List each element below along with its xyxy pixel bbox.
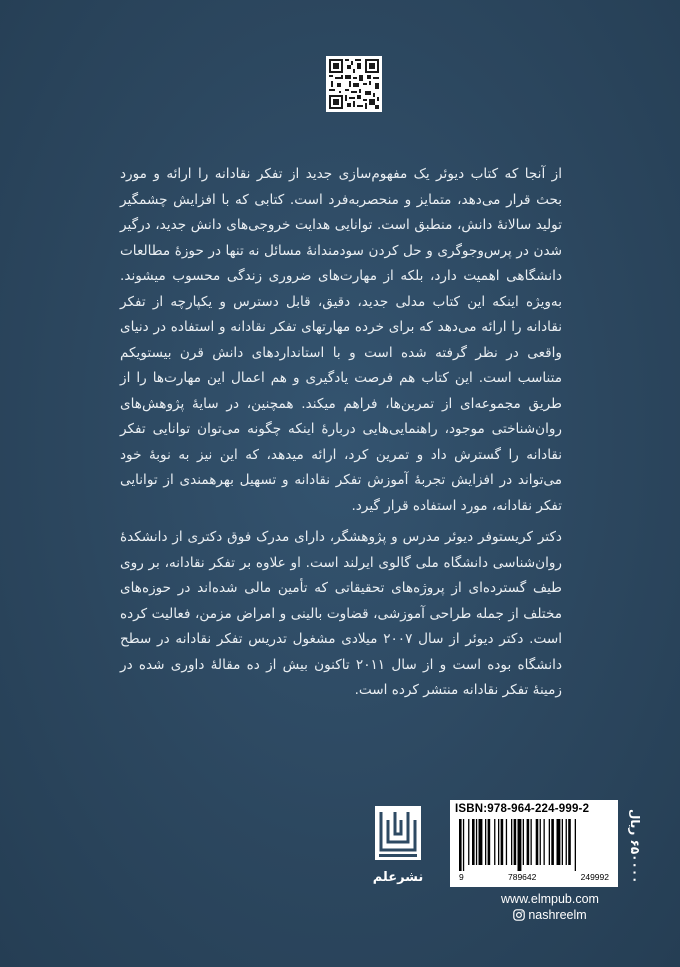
barcode-digit-group-1: 9	[459, 872, 464, 882]
publisher-name: نشرعلم	[372, 870, 424, 885]
isbn-number: ISBN:978-964-224-999-2	[455, 803, 590, 815]
barcode-bars	[455, 819, 613, 871]
publisher-footer	[0, 800, 680, 967]
publisher-instagram	[470, 908, 630, 922]
description-paragraph-1: از آنجا که کتاب دیوئر یک مفهوم‌سازی جدید از تفکر نقادانه را ارائه و مورد بحث قرار می‌دهد، متمایز و منحصربه‌فرد است. کتابی که با افزایش چشمگیر تولید سالانهٔ دانش، منطبق است. توانایی هدایت خروجی‌های دانش جدید، درگیر شدن در پرس‌وجوگری و حل کردن سودمندانهٔ مسائل نه تنها در حوزهٔ مطالعات دانشگاهی اهمیت دارد، بلکه از مهارت‌های ضروری زندگی محسوب میشوند. به‌ویژه اینکه این کتاب مدلی جدید، دقیق، قابل دسترس و یکپارچه از تفکر نقادانه را ارائه می‌دهد که برای خرده مهارتهای تفکر نقادانه و استفاده در دنیای واقعی در نظر گرفته شده است و با استانداردهای دانش قرن بیستویکم متناسب است. این کتاب هم فرصت یادگیری و هم اعمال این مهارت‌ها را از طریق مجموعه‌ای از تمرین‌ها، فراهم میکند. همچنین، در سایهٔ پژوهش‌های روان‌شناختی موجود، راهنمایی‌هایی دربارهٔ اینکه چگونه می‌توان توانایی تفکر نقادانه را گسترش داد و تمرین کرد، ارائه میدهد، که این نیز به نوبهٔ خود می‌تواند در افزایش تجربهٔ آموزش تفکر نقادانه و تسهیل بهرهمندی از توانایی تفکر نقادانه، مورد استفاده قرار گیرد.	[120, 166, 562, 514]
publisher-logo	[372, 806, 424, 906]
price-label: ۶۵۰۰۰۰ ریال	[628, 808, 642, 884]
instagram-icon	[513, 909, 525, 921]
instagram-handle: nashreelm	[528, 908, 587, 922]
barcode-digits	[455, 872, 613, 882]
barcode-digit-group-3: 249992	[580, 872, 609, 882]
qr-code-icon	[326, 56, 382, 112]
isbn-barcode	[450, 800, 618, 887]
nashr-elm-logo-icon	[375, 806, 421, 860]
publisher-website: www.elmpub.com	[501, 892, 599, 906]
description-paragraph-2: دکتر کریستوفر دیوئر مدرس و پژوهشگر، دارای مدرک فوق دکتری از دانشکدهٔ روان‌شناسی دانشگاه ملی گالوی ایرلند است. او علاوه بر تفکر نقادانه، بر روی طیف گسترده‌ای از پروژه‌های تحقیقاتی که تأمین مالی شده‌اند در حوزه‌های مختلف از جمله طراحی آموزشی، قضاوت بالینی و امراض مزمن، فعالیت کرده است. دکتر دیوئر از سال ۲۰۰۷ میلادی مشغول تدریس تفکر نقادانه در سطح دانشگاه بوده است و از سال ۲۰۱۱ تاکنون بیش از ده مقالهٔ داوری شده در زمینهٔ تفکر نقادانه منتشر کرده است.	[120, 529, 562, 698]
barcode-digit-group-2: 789642	[507, 872, 537, 882]
back-cover-description	[120, 162, 562, 704]
